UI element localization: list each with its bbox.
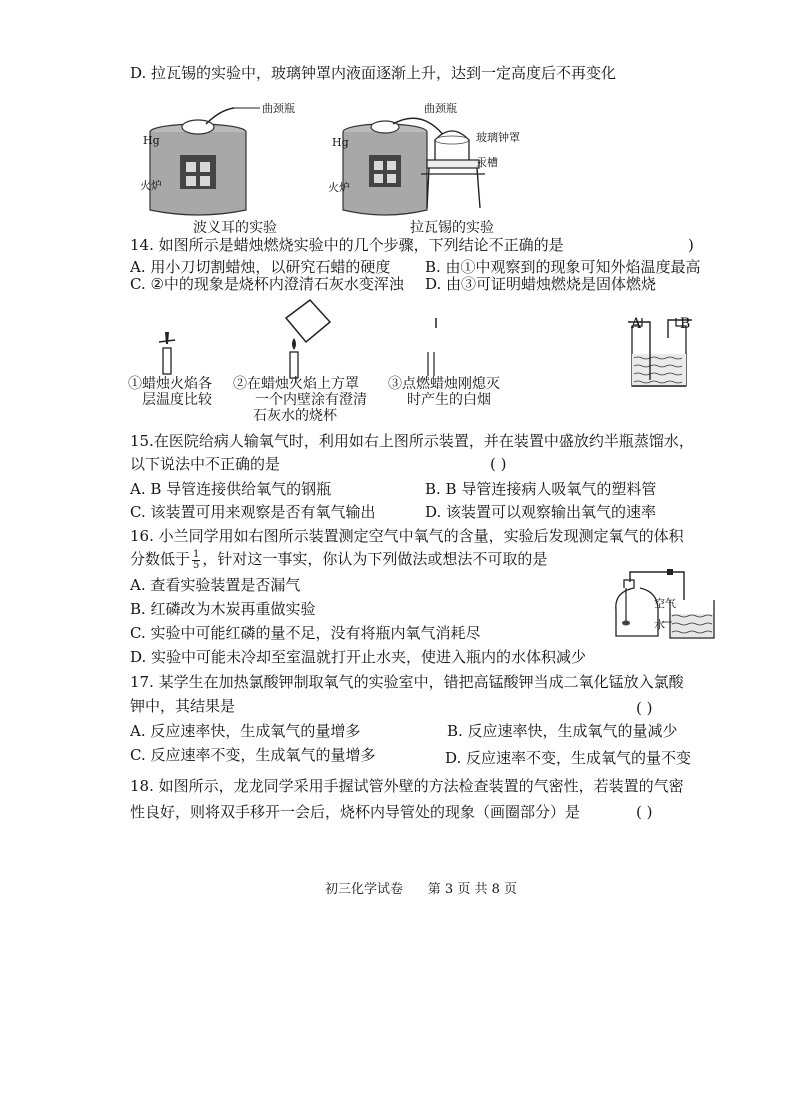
candle-caption-1-line-1: ①蜡烛火焰各 (128, 376, 212, 392)
q16-option-c: C. 实验中可能红磷的量不足，没有将瓶内氧气消耗尽 (130, 624, 481, 642)
boyle-retort-label: 曲颈瓶 (262, 102, 295, 115)
q13-option-d: D. 拉瓦锡的实验中，玻璃钟罩内液面逐渐上升，达到一定高度后不再变化 (130, 64, 617, 82)
candle-caption-3-line-1: ③点燃蜡烛刚熄灭 (388, 376, 500, 392)
bottle-label-a: A (631, 316, 642, 332)
q16-fraction (192, 550, 200, 571)
q16-fraction-denominator: 5 (193, 559, 200, 571)
q15-option-a: A. B 导管连接供给氧气的钢瓶 (130, 480, 332, 498)
q16-stem-line-2 (130, 549, 547, 571)
q18-stem-line-1: 18. 如图所示，龙龙同学采用手握试管外壁的方法检查装置的气密性，若装置的气密 (130, 777, 684, 795)
q16-fraction-numerator: 1 (193, 548, 200, 560)
q16-stem-suffix: ，针对这一事实，你认为下列做法或想法不可取的是 (202, 550, 548, 568)
q15-stem-line-2: 以下说法中不正确的是 (130, 455, 281, 473)
q17-option-d: D. 反应速率不变，生成氧气的量不变 (445, 749, 692, 767)
q14-answer-paren: ) (688, 236, 694, 254)
q14-option-d: D. 由③可证明蜡烛燃烧是固体燃烧 (425, 275, 657, 293)
q14-stem: 14. 如图所示是蜡烛燃烧实验中的几个步骤，下列结论不正确的是 (130, 236, 564, 254)
apparatus-air-label: 空气 (654, 597, 676, 610)
candle-matchstick-figure (155, 330, 179, 375)
boyle-caption: 波义耳的实验 (193, 220, 277, 236)
lavoisier-furnace-label: 火炉 (328, 181, 350, 194)
q18-answer-paren: ( ) (636, 803, 653, 821)
bottle-label-b: B (680, 316, 691, 332)
candle-caption-2-line-2: 一个内壁涂有澄清 (255, 392, 367, 408)
boyle-furnace-label: 火炉 (140, 179, 162, 192)
lavoisier-bell-jar-label: 玻璃钟罩 (476, 131, 520, 144)
q15-option-b: B. B 导管连接病人吸氧气的塑料管 (425, 480, 657, 498)
boyle-experiment-figure (140, 100, 260, 215)
q18-stem-line-2: 性良好，则将双手移开一会后，烧杯内导管处的现象（画圈部分）是 (130, 803, 581, 821)
q16-stem-prefix: 分数低于 (130, 550, 191, 568)
q17-answer-paren: ( ) (636, 699, 653, 717)
q17-option-c: C. 反应速率不变，生成氧气的量增多 (130, 746, 376, 764)
q15-answer-paren: ( ) (490, 455, 507, 473)
page-footer: 初三化学试卷 第 3 页 共 8 页 (325, 882, 517, 897)
q17-stem-line-2: 钾中，其结果是 (130, 697, 236, 715)
q15-stem-line-1: 15.在医院给病人输氧气时，利用如右上图所示装置，并在装置中盛放约半瓶蒸馏水， (130, 432, 694, 450)
q17-stem-line-1: 17. 某学生在加热氯酸钾制取氧气的实验室中，错把高锰酸钾当成二氧化锰放入氯酸 (130, 673, 684, 691)
boyle-hg-label: Hg (143, 134, 160, 147)
lavoisier-trough-label: 汞槽 (476, 156, 498, 169)
lavoisier-experiment-figure (335, 100, 485, 215)
q14-option-c: C. ②中的现象是烧杯内澄清石灰水变浑浊 (130, 275, 404, 293)
q17-option-b: B. 反应速率快，生成氧气的量减少 (447, 722, 678, 740)
candle-caption-2-line-3: 石灰水的烧杯 (253, 408, 337, 424)
boyle-retort-pointer (232, 107, 262, 111)
candle-smoke-figure (420, 318, 444, 378)
q15-option-c: C. 该装置可用来观察是否有氧气输出 (130, 503, 376, 521)
candle-beaker-figure (278, 300, 338, 380)
candle-caption-1-line-2: 层温度比较 (142, 392, 212, 408)
q16-option-b: B. 红磷改为木炭再重做实验 (130, 600, 316, 618)
q17-option-a: A. 反应速率快，生成氧气的量增多 (130, 722, 361, 740)
q16-stem-line-1: 16. 小兰同学用如右图所示装置测定空气中氧气的含量，实验后发现测定氧气的体积 (130, 527, 684, 545)
q16-option-d: D. 实验中可能未冷却至室温就打开止水夹，使进入瓶内的水体积减少 (130, 648, 587, 666)
apparatus-water-label: 水 (654, 618, 665, 631)
q16-option-a: A. 查看实验装置是否漏气 (130, 576, 301, 594)
q15-option-d: D. 该装置可以观察输出氧气的速率 (425, 503, 657, 521)
candle-caption-2-line-1: ②在蜡烛火焰上方罩 (233, 376, 359, 392)
lavoisier-caption: 拉瓦锡的实验 (410, 220, 494, 236)
lavoisier-retort-label: 曲颈瓶 (424, 102, 457, 115)
candle-caption-3-line-2: 时产生的白烟 (407, 392, 491, 408)
lavoisier-hg-label: Hg (332, 136, 349, 149)
q14-option-b: B. 由①中观察到的现象可知外焰温度最高 (425, 258, 701, 276)
q14-option-a: A. 用小刀切割蜡烛，以研究石蜡的硬度 (130, 258, 391, 276)
